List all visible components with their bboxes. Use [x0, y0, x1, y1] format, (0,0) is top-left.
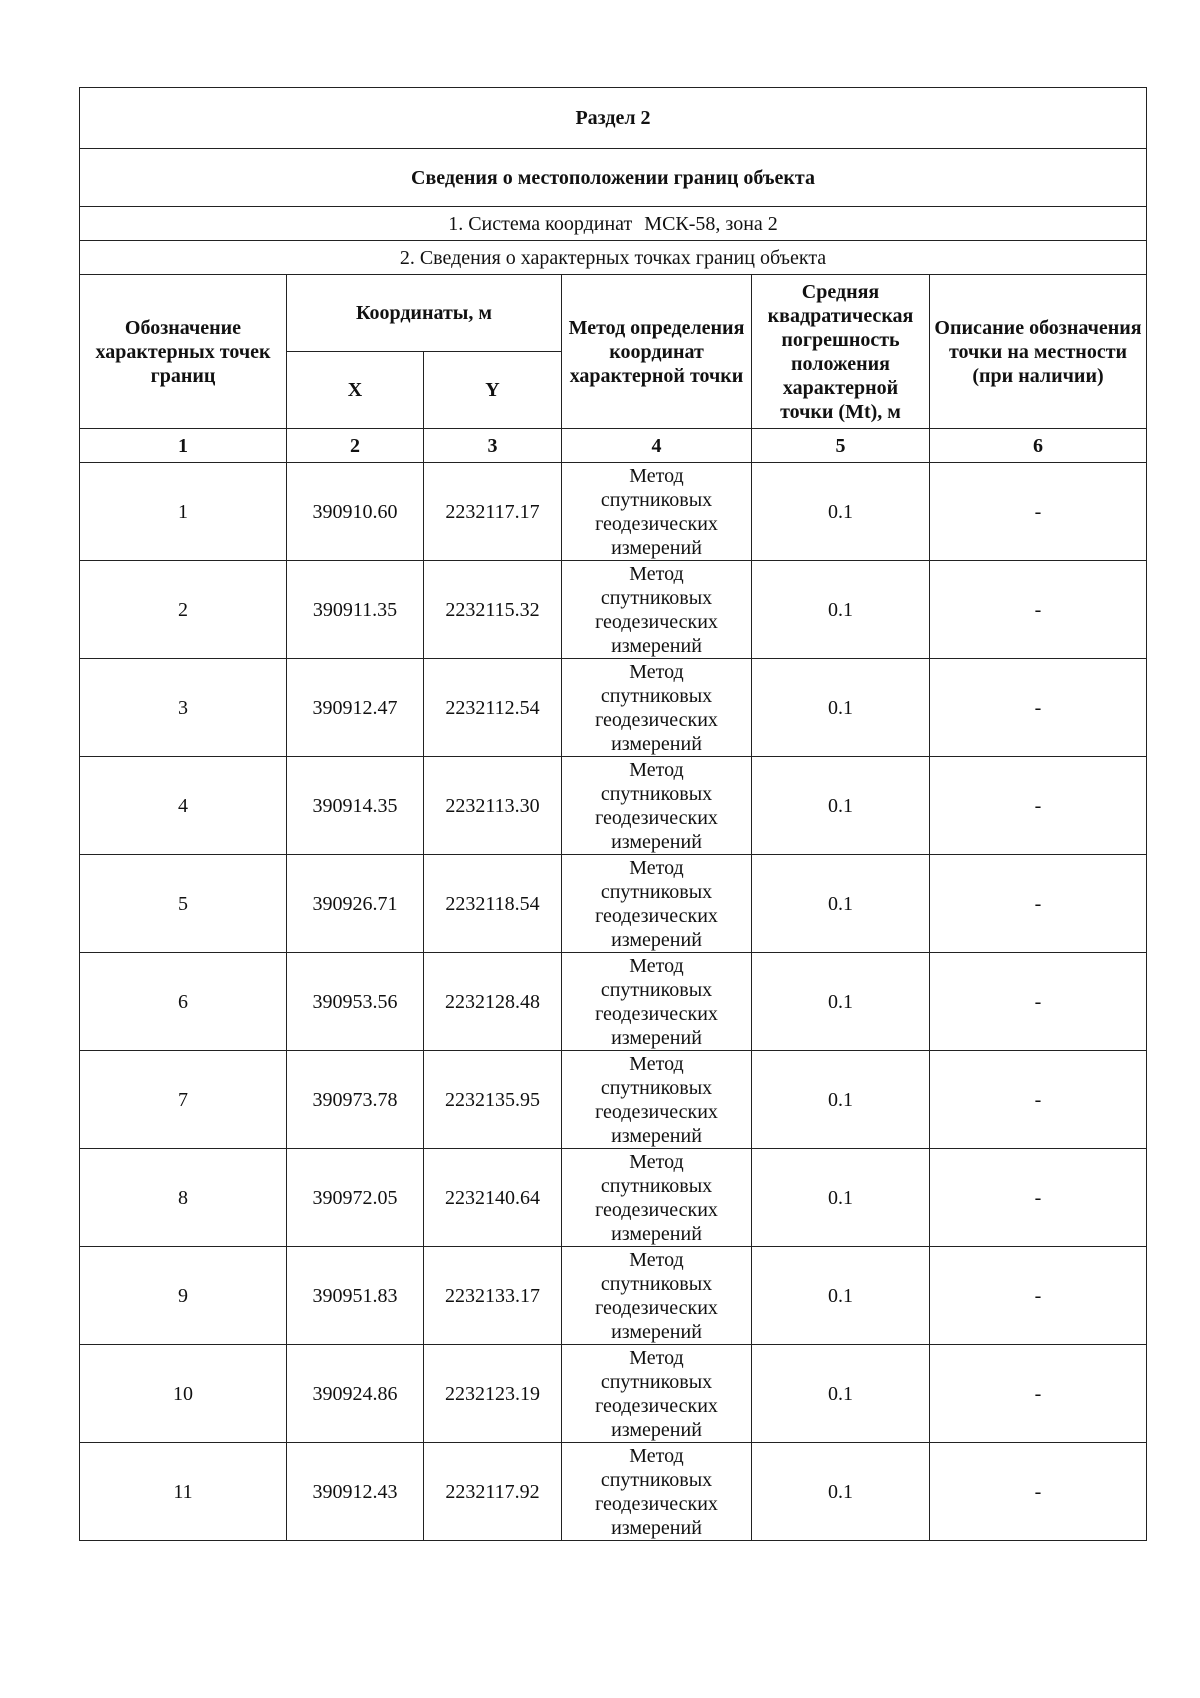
x-coordinate-cell: 390912.47: [287, 659, 424, 757]
description-cell: -: [930, 757, 1147, 855]
x-coordinate-cell: 390914.35: [287, 757, 424, 855]
method-cell: [562, 1149, 752, 1247]
method-line: спутниковых: [600, 1370, 713, 1393]
point-number-cell: 6: [80, 953, 287, 1051]
method-line: геодезических: [595, 1002, 718, 1025]
method-cell: [562, 855, 752, 953]
method-line: спутниковых: [600, 1174, 713, 1197]
y-coordinate-cell: 2232113.30: [424, 757, 562, 855]
column-number-row: [80, 429, 1147, 463]
method-line: измерений: [611, 1222, 702, 1245]
method-line: геодезических: [595, 610, 718, 633]
table-row: [80, 757, 1147, 855]
x-coordinate-cell: 390951.83: [287, 1247, 424, 1345]
x-coordinate-cell: 390973.78: [287, 1051, 424, 1149]
mean-error-cell: 0.1: [752, 1443, 930, 1541]
point-number-cell: 5: [80, 855, 287, 953]
method-line: Метод: [629, 1346, 684, 1369]
x-coordinate-cell: 390926.71: [287, 855, 424, 953]
section-subtitle: Сведения о местоположении границ объекта: [80, 149, 1147, 207]
x-coordinate-cell: 390972.05: [287, 1149, 424, 1247]
method-line: Метод: [629, 856, 684, 879]
method-line: спутниковых: [600, 488, 713, 511]
method-line: Метод: [629, 464, 684, 487]
header-y: Y: [424, 352, 562, 429]
y-coordinate-cell: 2232133.17: [424, 1247, 562, 1345]
x-coordinate-cell: 390911.35: [287, 561, 424, 659]
method-line: спутниковых: [600, 880, 713, 903]
method-line: Метод: [629, 1444, 684, 1467]
point-number-cell: 2: [80, 561, 287, 659]
header-coordinates: Координаты, м: [287, 275, 562, 352]
method-line: спутниковых: [600, 684, 713, 707]
header-point-designation: Обозначение характерных точек границ: [80, 275, 287, 429]
table-row: [80, 1345, 1147, 1443]
method-line: геодезических: [595, 708, 718, 731]
method-line: Метод: [629, 562, 684, 585]
point-number-cell: 4: [80, 757, 287, 855]
method-line: геодезических: [595, 1100, 718, 1123]
method-line: спутниковых: [600, 586, 713, 609]
table-row: [80, 561, 1147, 659]
mean-error-cell: 0.1: [752, 659, 930, 757]
point-number-cell: 10: [80, 1345, 287, 1443]
coord-system-value: МСК-58, зона 2: [644, 212, 778, 235]
subtitle-row: [80, 149, 1147, 207]
mean-error-cell: 0.1: [752, 757, 930, 855]
mean-error-cell: 0.1: [752, 1051, 930, 1149]
method-line: Метод: [629, 954, 684, 977]
description-cell: -: [930, 855, 1147, 953]
description-cell: -: [930, 953, 1147, 1051]
y-coordinate-cell: 2232135.95: [424, 1051, 562, 1149]
mean-error-cell: 0.1: [752, 561, 930, 659]
method-cell: [562, 659, 752, 757]
method-line: спутниковых: [600, 782, 713, 805]
mean-error-cell: 0.1: [752, 855, 930, 953]
method-line: геодезических: [595, 1492, 718, 1515]
y-coordinate-cell: 2232128.48: [424, 953, 562, 1051]
method-cell: [562, 1443, 752, 1541]
method-line: Метод: [629, 1150, 684, 1173]
table-row: [80, 953, 1147, 1051]
method-cell: [562, 1247, 752, 1345]
method-cell: [562, 1345, 752, 1443]
y-coordinate-cell: 2232118.54: [424, 855, 562, 953]
table-row: [80, 1443, 1147, 1541]
x-coordinate-cell: 390910.60: [287, 463, 424, 561]
method-line: измерений: [611, 928, 702, 951]
header-description: Описание обозначения точки на местности (при наличии): [930, 275, 1147, 429]
table-row: [80, 1149, 1147, 1247]
method-line: Метод: [629, 1052, 684, 1075]
mean-error-cell: 0.1: [752, 1345, 930, 1443]
point-number-cell: 3: [80, 659, 287, 757]
method-line: измерений: [611, 830, 702, 853]
column-number: 1: [80, 429, 287, 463]
table-row: [80, 463, 1147, 561]
description-cell: -: [930, 561, 1147, 659]
y-coordinate-cell: 2232117.92: [424, 1443, 562, 1541]
description-cell: -: [930, 1345, 1147, 1443]
table-row: [80, 855, 1147, 953]
column-number: 6: [930, 429, 1147, 463]
coord-system-label: 1. Система координат: [448, 212, 633, 235]
y-coordinate-cell: 2232117.17: [424, 463, 562, 561]
section-title: Раздел 2: [80, 88, 1147, 149]
method-line: измерений: [611, 1026, 702, 1049]
method-line: геодезических: [595, 1296, 718, 1319]
y-coordinate-cell: 2232140.64: [424, 1149, 562, 1247]
point-number-cell: 11: [80, 1443, 287, 1541]
points-caption-row: [80, 241, 1147, 275]
description-cell: -: [930, 1247, 1147, 1345]
method-line: геодезических: [595, 904, 718, 927]
method-line: спутниковых: [600, 978, 713, 1001]
y-coordinate-cell: 2232123.19: [424, 1345, 562, 1443]
y-coordinate-cell: 2232112.54: [424, 659, 562, 757]
column-number: 3: [424, 429, 562, 463]
header-x: X: [287, 352, 424, 429]
table-row: [80, 659, 1147, 757]
method-line: измерений: [611, 1516, 702, 1539]
coord-system-row: [80, 207, 1147, 241]
method-line: измерений: [611, 1124, 702, 1147]
description-cell: -: [930, 659, 1147, 757]
column-number: 4: [562, 429, 752, 463]
description-cell: -: [930, 463, 1147, 561]
x-coordinate-cell: 390953.56: [287, 953, 424, 1051]
method-line: спутниковых: [600, 1468, 713, 1491]
column-number: 2: [287, 429, 424, 463]
header-method: Метод определения координат характерной точки: [562, 275, 752, 429]
section-title-row: [80, 88, 1147, 149]
point-number-cell: 7: [80, 1051, 287, 1149]
method-line: измерений: [611, 536, 702, 559]
mean-error-cell: 0.1: [752, 953, 930, 1051]
method-line: измерений: [611, 1320, 702, 1343]
method-line: измерений: [611, 634, 702, 657]
mean-error-cell: 0.1: [752, 1247, 930, 1345]
x-coordinate-cell: 390924.86: [287, 1345, 424, 1443]
method-cell: [562, 561, 752, 659]
description-cell: -: [930, 1443, 1147, 1541]
header-mean-error: Средняя квадратическая погрешность положения характерной точки (Mt), м: [752, 275, 930, 429]
boundary-points-table: [79, 87, 1147, 1541]
coord-system-cell: [80, 207, 1147, 241]
point-number-cell: 9: [80, 1247, 287, 1345]
header-row-top: [80, 275, 1147, 352]
method-line: спутниковых: [600, 1076, 713, 1099]
mean-error-cell: 0.1: [752, 463, 930, 561]
description-cell: -: [930, 1149, 1147, 1247]
method-line: Метод: [629, 1248, 684, 1271]
table-row: [80, 1247, 1147, 1345]
y-coordinate-cell: 2232115.32: [424, 561, 562, 659]
table-row: [80, 1051, 1147, 1149]
method-line: измерений: [611, 1418, 702, 1441]
method-line: геодезических: [595, 1394, 718, 1417]
mean-error-cell: 0.1: [752, 1149, 930, 1247]
points-caption: 2. Сведения о характерных точках границ объекта: [80, 241, 1147, 275]
method-cell: [562, 757, 752, 855]
method-cell: [562, 463, 752, 561]
method-cell: [562, 1051, 752, 1149]
description-cell: -: [930, 1051, 1147, 1149]
method-cell: [562, 953, 752, 1051]
column-number: 5: [752, 429, 930, 463]
method-line: спутниковых: [600, 1272, 713, 1295]
point-number-cell: 1: [80, 463, 287, 561]
method-line: геодезических: [595, 512, 718, 535]
method-line: измерений: [611, 732, 702, 755]
method-line: Метод: [629, 660, 684, 683]
method-line: Метод: [629, 758, 684, 781]
x-coordinate-cell: 390912.43: [287, 1443, 424, 1541]
method-line: геодезических: [595, 1198, 718, 1221]
point-number-cell: 8: [80, 1149, 287, 1247]
method-line: геодезических: [595, 806, 718, 829]
